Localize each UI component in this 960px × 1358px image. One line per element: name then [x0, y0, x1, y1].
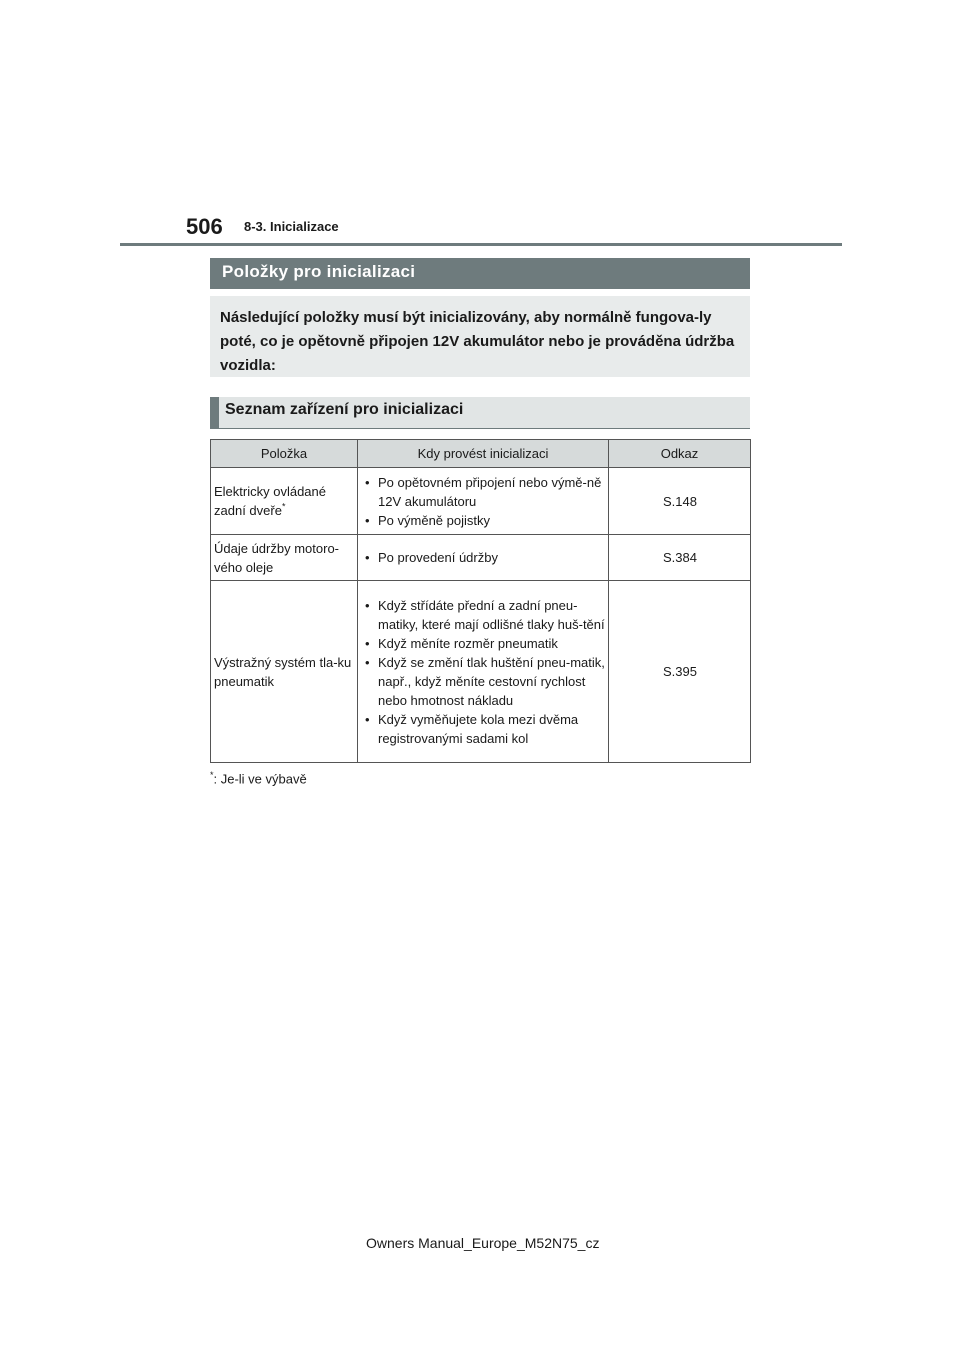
when-list-item: • Po provedení údržby — [365, 548, 606, 567]
reference-cell: S.395 — [609, 581, 751, 763]
table-row — [211, 535, 751, 581]
table-row — [211, 581, 751, 763]
subsection-title: Seznam zařízení pro inicializaci — [210, 397, 750, 428]
footnote — [210, 770, 307, 786]
page-number: 506 — [186, 214, 223, 239]
when-cell — [358, 468, 609, 535]
section-title: Položky pro inicializaci — [210, 258, 750, 289]
initialization-table — [210, 439, 751, 763]
when-list-item: • Když střídáte přední a zadní pneu-matiky, které mají odlišné tlaky huš-tění — [365, 596, 606, 634]
subsection-divider — [210, 428, 750, 429]
item-cell: Výstražný systém tla-ku pneumatik — [211, 581, 358, 763]
intro-text: Následující položky musí být inicializovány, aby normálně fungova-ly poté, co je opětovně připojen 12V akumulátor nebo je prováděna údržba vozidla: — [220, 309, 735, 374]
item-name: Elektricky ovládané zadní dveře — [214, 484, 326, 518]
when-cell — [358, 581, 609, 763]
table-row — [211, 468, 751, 535]
when-list-item: • Po opětovném připojení nebo výmě-ně 12V akumulátoru — [365, 473, 606, 511]
intro-paragraph — [210, 296, 750, 377]
when-list-item: • Když vyměňujete kola mezi dvěma registrovanými sadami kol — [365, 710, 606, 748]
column-header-item: Položka — [211, 440, 358, 468]
reference-cell: S.384 — [609, 535, 751, 581]
section-reference: 8-3. Inicializace — [244, 219, 339, 234]
footnote-mark: * — [210, 770, 214, 780]
when-list-item: • Když se změní tlak huštění pneu-matik, např., když měníte cestovní rychlost nebo hmotnost nákladu — [365, 653, 606, 710]
column-header-reference: Odkaz — [609, 440, 751, 468]
item-cell — [211, 468, 358, 535]
footnote-mark: * — [281, 501, 286, 512]
document-footer: Owners Manual_Europe_M52N75_cz — [366, 1235, 600, 1251]
footnote-text: : Je-li ve výbavě — [213, 771, 307, 787]
header-divider — [120, 243, 842, 246]
column-header-when: Kdy provést inicializaci — [358, 440, 609, 468]
when-list-item: • Po výměně pojistky — [365, 511, 606, 530]
table-header-row — [211, 440, 751, 468]
when-list-item: • Když měníte rozměr pneumatik — [365, 634, 606, 653]
item-cell: Údaje údržby motoro-vého oleje — [211, 535, 358, 581]
when-cell — [358, 535, 609, 581]
reference-cell: S.148 — [609, 468, 751, 535]
